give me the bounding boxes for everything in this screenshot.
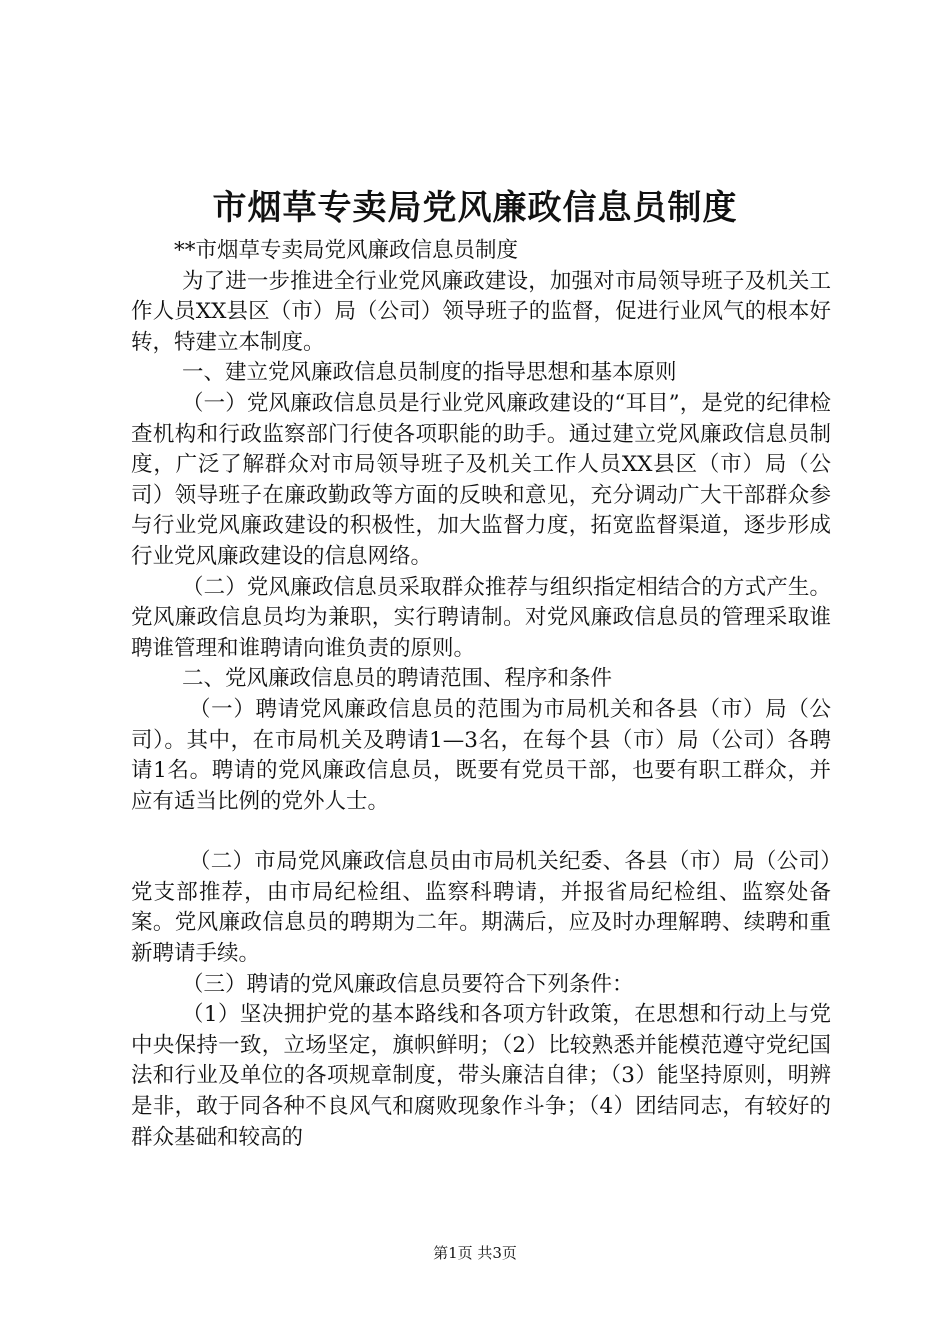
paragraph-conditions: （1）坚决拥护党的基本路线和各项方针政策，在思想和行动上与党中央保持一致，立场坚定，旗帜鲜明；（2）比较熟悉并能模范遵守党纪国法和行业及单位的各项规章制度，带头廉洁自律；（3）能坚持原则，明辨是非，敢于同各种不良风气和腐败现象作斗争；（4）团结同志，有较好的群众基础和较高的 — [131, 1002, 831, 1150]
paragraph-subtitle: **市烟草专卖局党风廉政信息员制度 — [174, 238, 519, 263]
section-heading-1: 一、建立党风廉政信息员制度的指导思想和基本原则 — [182, 360, 677, 386]
paragraph-spacer — [131, 817, 831, 847]
paragraph-2-3: （三）聘请的党风廉政信息员要符合下列条件： — [182, 971, 634, 997]
paragraph-1-2: （二）党风廉政信息员采取群众推荐与组织指定相结合的方式产生。党风廉政信息员均为兼职，实行聘请制。对党风廉政信息员的管理采取谁聘谁管理和谁聘请向谁负责的原则。 — [131, 574, 831, 661]
paragraph-2-2: （二）市局党风廉政信息员由市局机关纪委、各县（市）局（公司）党支部推荐，由市局纪检组、监察科聘请，并报省局纪检组、监察处备案。党风廉政信息员的聘期为二年。期满后，应及时办理解聘、续聘和重新聘请手续。 — [131, 849, 831, 967]
document-body — [131, 236, 831, 1153]
paragraph-2-1: （一）聘请党风廉政信息员的范围为市局机关和各县（市）局（公司）。其中，在市局机关及聘请1—3名，在每个县（市）局（公司）各聘请1名。聘请的党风廉政信息员，既要有党员干部，也要有职工群众，并应有适当比例的党外人士。 — [131, 696, 831, 814]
document-title: 市烟草专卖局党风廉政信息员制度 — [212, 188, 738, 228]
paragraph-intro: 为了进一步推进全行业党风廉政建设，加强对市局领导班子及机关工作人员XX县区（市）局（公司）领导班子的监督，促进行业风气的根本好转，特建立本制度。 — [131, 268, 831, 355]
paragraph-1-1: （一）党风廉政信息员是行业党风廉政建设的“耳目”，是党的纪律检查机构和行政监察部门行使各项职能的助手。通过建立党风廉政信息员制度，广泛了解群众对市局领导班子及机关工作人员XX县区（市）局（公司）领导班子在廉政勤政等方面的反映和意见，充分调动广大干部群众参与行业党风廉政建设的积极性，加大监督力度，拓宽监督渠道，逐步形成行业党风廉政建设的信息网络。 — [131, 390, 831, 569]
page-number: 第1页 共3页 — [433, 1244, 517, 1262]
section-heading-2: 二、党风廉政信息员的聘请范围、程序和条件 — [182, 666, 613, 692]
